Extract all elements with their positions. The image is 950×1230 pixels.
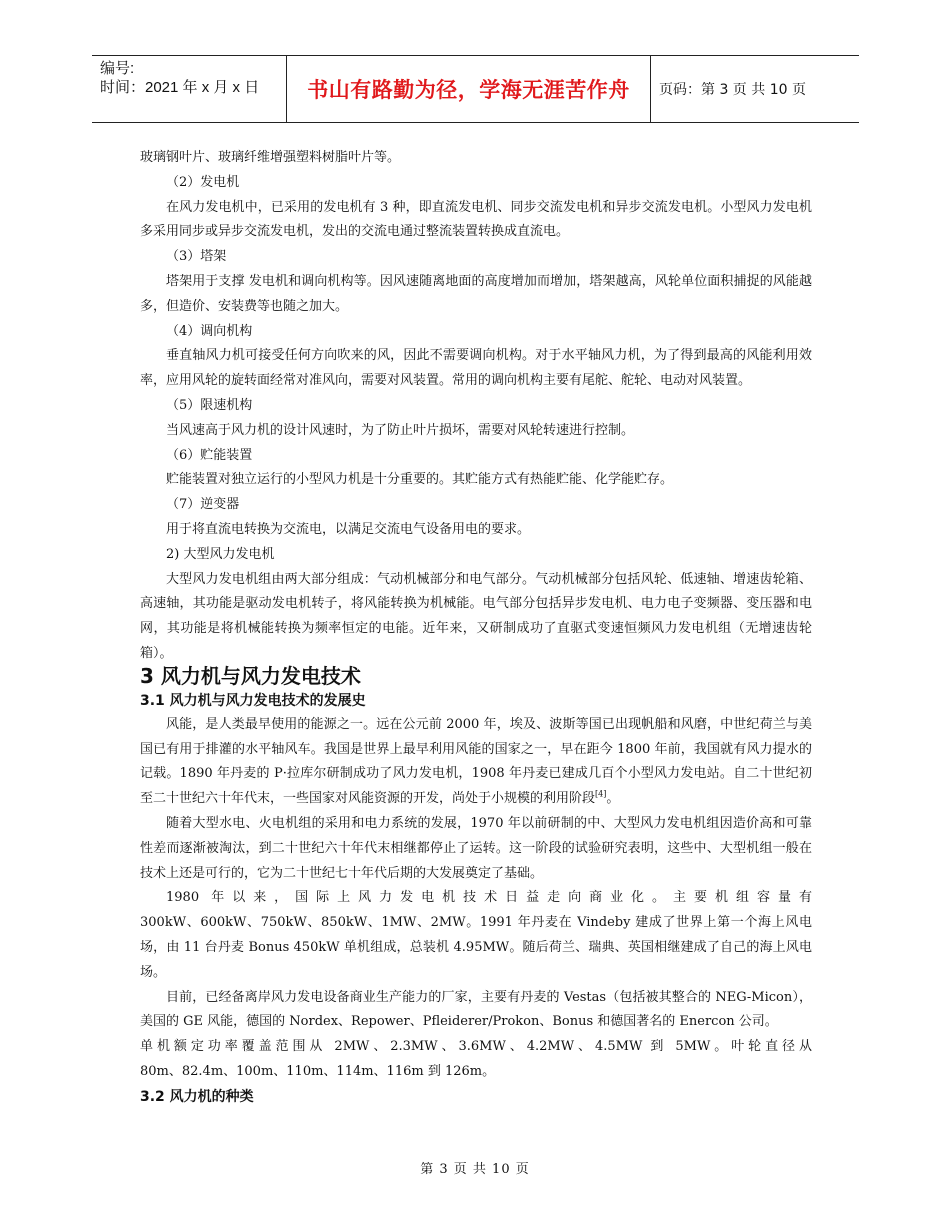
page-header	[92, 55, 859, 123]
paragraph	[140, 713, 812, 812]
item-heading-storage: （6）贮能装置	[166, 447, 253, 463]
header-code-label: 编号:	[100, 60, 135, 77]
paragraph-end: 。	[606, 791, 620, 807]
section-3-title: 3 风力机与风力发电技术	[140, 663, 361, 688]
header-meta	[100, 59, 285, 97]
item-heading-large-turbine: 2) 大型风力发电机	[166, 546, 275, 562]
item-heading-tower: （3）塔架	[166, 249, 227, 265]
item-heading-yaw: （4）调向机构	[166, 323, 253, 339]
paragraph: 300kW、600kW、750kW、850kW、1MW、2MW。1991 年丹麦在 Vindeby 建成了世界上第一个海上风电场，由 11 台丹麦 Bonus 450kW 单机组成，总装机 4.95MW。随后荷兰、瑞典、英国相继建成了自己的海上风电场。	[140, 915, 812, 980]
header-time-label: 时间：2021 年 x 月 x 日	[100, 79, 260, 96]
citation-ref: [4]	[595, 789, 607, 799]
item-heading-inverter: （7）逆变器	[166, 497, 240, 513]
section-3-2-title: 3.2 风力机的种类	[140, 1088, 254, 1105]
document-body	[140, 146, 812, 1109]
header-motto: 书山有路勤为径，学海无涯苦作舟	[307, 78, 630, 102]
paragraph: 在风力发电机中，已采用的发电机有 3 种，即直流发电机、同步交流发电机和异步交流发电机。小型风力发电机多采用同步或异步交流发电机，发出的交流电通过整流装置转换成直流电。	[140, 199, 812, 240]
paragraph-line: 单机额定功率覆盖范围从 2MW、2.3MW、3.6MW、4.2MW、4.5MW 到 5MW。叶轮直径从	[140, 1039, 812, 1055]
paragraph: 塔架用于支撑 发电机和调向机构等。因风速随离地面的高度增加而增加，塔架越高，风轮单位面积捕捉的风能越多，但造价、安装费等也随之加大。	[140, 273, 812, 314]
item-heading-generator: （2）发电机	[166, 174, 240, 190]
paragraph: 玻璃钢叶片、玻璃纤维增强塑料树脂叶片等。	[140, 150, 401, 165]
paragraph: 垂直轴风力机可接受任何方向吹来的风，因此不需要调向机构。对于水平轴风力机，为了得到最高的风能利用效率，应用风轮的旋转面经常对准风向，需要对风装置。常用的调向机构主要有尾舵、舵轮、电动对风装置。	[140, 348, 812, 389]
paragraph: 贮能装置对独立运行的小型风力机是十分重要的。其贮能方式有热能贮能、化学能贮存。	[166, 472, 674, 488]
paragraph-line: 1980 年以来，国际上风力发电机技术日益走向商业化。主要机组容量有	[166, 890, 812, 906]
paragraph-text: 风能，是人类最早使用的能源之一。远在公元前 2000 年，埃及、波斯等国已出现帆船和风磨，中世纪荷兰与美国已有用于排灌的水平轴风车。我国是世界上最早利用风能的国家之一，早在距今 1800 年前，我国就有风力提水的记载。1890 年丹麦的 P·拉库尔研制成功了风力发电机，1908 年丹麦已建成几百个小型风力发电站。自二十世纪初至二十世纪六十年代末，一些国家对风能资源的开发，尚处于小规模的利用阶段	[140, 716, 812, 807]
item-heading-speed-limit: （5）限速机构	[166, 397, 253, 413]
page-footer: 第 3 页 共 10 页	[420, 1162, 530, 1177]
paragraph-line: 80m、82.4m、100m、110m、114m、116m 到 126m。	[140, 1063, 496, 1079]
paragraph: 当风速高于风力机的设计风速时，为了防止叶片损坏，需要对风轮转速进行控制。	[166, 422, 635, 438]
paragraph: 大型风力发电机组由两大部分组成：气动机械部分和电气部分。气动机械部分包括风轮、低速轴、增速齿轮箱、高速轴，其功能是驱动发电机转子，将风能转换为机械能。电气部分包括异步发电机、电力电子变频器、变压器和电网，其功能是将机械能转换为频率恒定的电能。近年来，又研制成功了直驱式变速恒频风力发电机组（无增速齿轮箱）。	[140, 571, 812, 661]
paragraph: 随着大型水电、火电机组的采用和电力系统的发展，1970 年以前研制的中、大型风力发电机组因造价高和可靠性差而逐渐被淘汰，到二十世纪六十年代末相继都停止了运转。这一阶段的试验研究表明，这些中、大型机组一般在技术上还是可行的，它为二十世纪七十年代后期的大发展奠定了基础。	[140, 815, 812, 881]
header-motto-cell	[286, 56, 651, 122]
section-3-1-title: 3.1 风力机与风力发电技术的发展史	[140, 692, 366, 709]
paragraph: 用于将直流电转换为交流电，以满足交流电气设备用电的要求。	[166, 521, 531, 537]
paragraph: 目前，已经备离岸风力发电设备商业生产能力的厂家，主要有丹麦的 Vestas（包括被其整合的 NEG-Micon），美国的 GE 风能，德国的 Nordex、Repower、Pfleiderer/Prokon、Bonus 和德国著名的 Enercon 公司。	[140, 989, 812, 1030]
header-page-info: 页码：第 3 页 共 10 页	[659, 82, 806, 98]
